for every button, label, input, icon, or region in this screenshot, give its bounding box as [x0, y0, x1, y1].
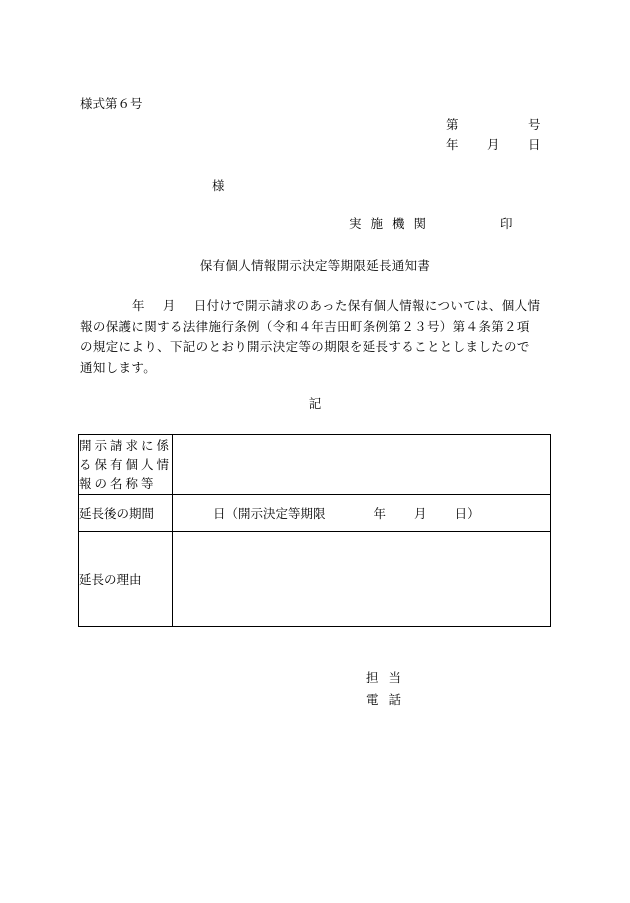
extended-period-field[interactable] [173, 495, 551, 532]
notice-body [80, 296, 552, 378]
period-days-unit: 日（開示決定等期限 [213, 506, 326, 521]
extended-period-text [173, 504, 550, 522]
date-year-label: 年 [446, 137, 459, 152]
date-day-label: 日 [528, 137, 541, 152]
information-name-label-line: る保有個人情 [79, 457, 173, 472]
document-title: 保有個人情報開示決定等期限延長通知書 [199, 258, 431, 273]
period-deadline-month: 月 [414, 506, 427, 521]
table-row-information-name [79, 435, 551, 495]
extension-details-table [78, 434, 551, 627]
contact-phone-label: 電話 [366, 692, 412, 707]
date-month-label: 月 [487, 137, 500, 152]
body-line-3: の規定により、下記のとおり開示決定等の期限を延長することとしましたので [80, 339, 530, 354]
period-deadline-year: 年 [373, 506, 387, 521]
document-number-prefix: 第 [446, 117, 459, 132]
body-line-1 [80, 296, 552, 317]
issuer-name: 実施機関 [349, 216, 436, 231]
form-number: 様式第６号 [80, 96, 143, 111]
information-name-label-line: 開示請求に係 [79, 438, 173, 453]
period-deadline-day: 日） [454, 506, 480, 521]
document-number-suffix: 号 [528, 117, 541, 132]
contact-person-label: 担当 [366, 670, 412, 685]
body-line-4: 通知します。 [80, 359, 157, 375]
information-name-field[interactable] [173, 435, 551, 495]
body-date-month: 月 [162, 298, 176, 313]
extended-period-label: 延長後の期間 [79, 495, 173, 532]
information-name-label-line: 報の名称等 [79, 476, 157, 491]
seal-mark: 印 [500, 216, 513, 231]
information-name-label [79, 435, 173, 495]
table-row-extended-period [79, 495, 551, 532]
body-line-2: 報の保護に関する法律施行条例（令和４年吉田町条例第２３号）第４条第２項 [80, 318, 530, 334]
table-row-extension-reason [79, 532, 551, 627]
extension-reason-label: 延長の理由 [79, 532, 173, 627]
extension-reason-field[interactable] [173, 532, 551, 627]
body-line-1-text: 日付けで開示請求のあった保有個人情報については、個人情 [193, 298, 541, 313]
body-date-year: 年 [132, 298, 145, 313]
addressee-honorific: 様 [212, 178, 225, 193]
record-heading: 記 [308, 396, 322, 411]
